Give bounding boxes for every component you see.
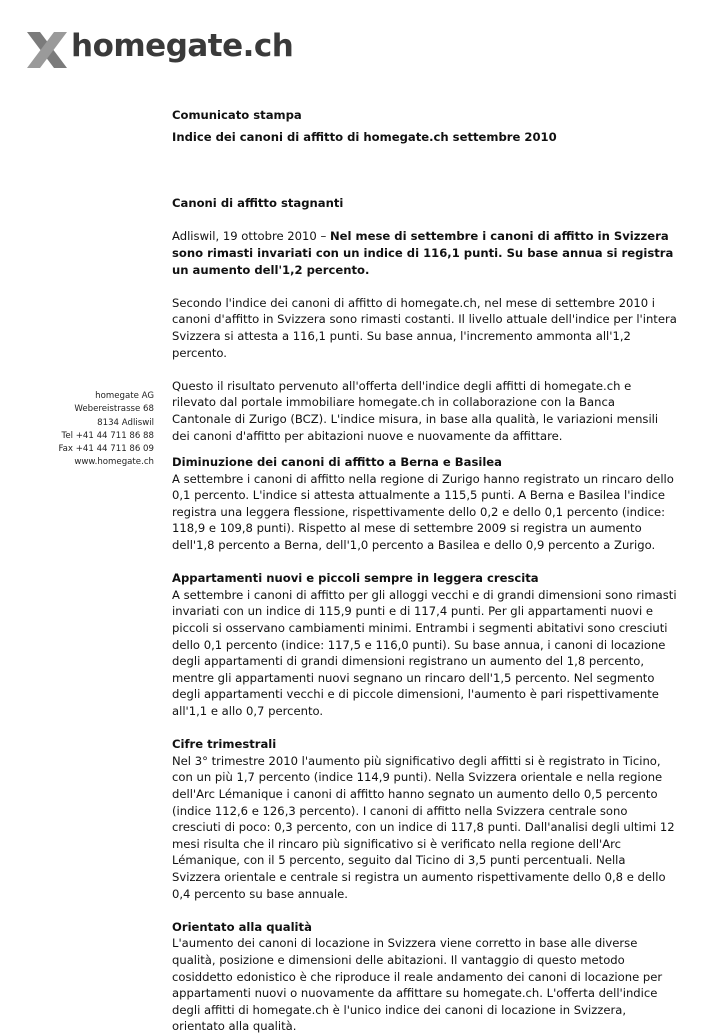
company-name: homegate AG bbox=[95, 391, 154, 401]
company-city: 8134 Adliswil bbox=[97, 417, 154, 428]
lead-paragraph bbox=[172, 228, 677, 278]
press-release-body bbox=[172, 107, 677, 1035]
doc-subtitle: Indice dei canoni di affitto di homegate.ch settembre 2010 bbox=[172, 129, 557, 144]
section-1-body: A settembre i canoni di affitto nella regione di Zurigo hanno registrato un rincaro dello 0,1 percento. L'indice si attesta attualmente a 115,5 punti. A Berna e Basilea l'indice registra una leggera flessione, rispettivamente dello 0,2 e dello 0,1 percento (indice: 118,9 e 109,8 punti). Rispetto al mese di settembre 2009 si registra un aumento dell'1,8 percento a Berna, dell'1,0 percento a Basilea e dello 0,9 percento a Zurigo. bbox=[172, 471, 674, 553]
lead-summary: Nel mese di settembre i canoni di affitto in Svizzera sono rimasti invariati con un indice di 116,1 punti. Su base annua si registra un aumento dell'1,2 percento. bbox=[172, 229, 674, 277]
company-address-block bbox=[58, 390, 154, 470]
section-3-heading: Cifre trimestrali bbox=[172, 737, 277, 752]
section-2-heading: Appartamenti nuovi e piccoli sempre in leggera crescita bbox=[172, 571, 539, 586]
company-street: Webereistrasse 68 bbox=[74, 404, 154, 415]
lead-dateline: Adliswil, 19 ottobre 2010 – bbox=[172, 229, 330, 244]
logo-wordmark: homegate.ch bbox=[71, 28, 294, 64]
section-1-heading: Diminuzione dei canoni di affitto a Berna e Basilea bbox=[172, 455, 502, 470]
paragraph-1: Secondo l'indice dei canoni di affitto di homegate.ch, nel mese di settembre 2010 i canoni d'affitto in Svizzera sono rimasti costanti. Il livello attuale dell'indice per l'intera Svizzera si attesta a 116,1 punti. Su base annua, l'incremento ammonta all'1,2 percento. bbox=[172, 295, 677, 360]
company-fax: Fax +41 44 711 86 09 bbox=[58, 444, 154, 455]
company-phone: Tel +41 44 711 86 88 bbox=[61, 430, 154, 441]
x-logo-mark-icon bbox=[27, 32, 67, 68]
homegate-logo bbox=[27, 28, 294, 70]
section-3-body: Nel 3° trimestre 2010 l'aumento più significativo degli affitti si è registrato in Ticino, con un più 1,7 percento (indice 114,9 punti). Nella Svizzera orientale e nella regione dell'Arc Lémanique i canoni di affitto hanno segnato un aumento dello 0,5 percento (indice 112,6 e 126,3 percento). I canoni di affitto nella Svizzera centrale sono cresciuti di poco: 0,3 percento, con un indice di 117,8 punti. Dall'analisi degli ultimi 12 mesi risulta che il rincaro più significativo si è verificato nella regione dell'Arc Lémanique, con il 5 percento, seguito dal Ticino di 3,5 punti percentuali. Nella Svizzera orientale e centrale si registra un aumento rispettivamente dello 0,8 e dello 0,4 percento su base annuale. bbox=[172, 753, 675, 901]
section-4-body: L'aumento dei canoni di locazione in Svizzera viene corretto in base alle diverse qualità, posizione e dimensioni delle abitazioni. Il vantaggio di questo metodo cosiddetto edonistico è che riproduce il reale andamento dei canoni di locazione per appartamenti nuovi o nuovamente da affittare su homegate.ch. L'offerta dell'indice degli affitti di homegate.ch è l'unico indice dei canoni di locazione in Svizzera, orientato alla qualità. bbox=[172, 936, 663, 1034]
doc-kicker: Comunicato stampa bbox=[172, 108, 302, 122]
doc-title: Canoni di affitto stagnanti bbox=[172, 196, 344, 211]
paragraph-2: Questo il risultato pervenuto all'offerta dell'indice degli affitti di homegate.ch e rilevato dal portale immobiliare homegate.ch in collaborazione con la Banca Cantonale di Zurigo (BCZ). L'indice misura, in base alla qualità, le variazioni mensili dei canoni d'affitto per abitazioni nuove e nuovamente da affittare. bbox=[172, 378, 659, 443]
section-4-heading: Orientato alla qualità bbox=[172, 919, 312, 934]
section-2-body: A settembre i canoni di affitto per gli alloggi vecchi e di grandi dimensioni sono rimasti invariati con un indice di 115,9 punti e di 117,4 punti. Per gli appartamenti nuovi e piccoli si osservano cambiamenti minimi. Entrambi i segmenti abitativi sono cresciuti dello 0,1 percento (indice: 117,5 e 116,0 punti). Su base annua, i canoni di locazione degli appartamenti di grandi dimensioni registrano un aumento del 1,8 percento, mentre gli appartamenti nuovi segnano un rincaro dell'1,5 percento. Nel segmento degli appartamenti vecchi e di piccole dimensioni, l'aumento è pari rispettivamente all'1,1 e allo 0,7 percento. bbox=[172, 587, 677, 718]
company-website: www.homegate.ch bbox=[74, 457, 154, 468]
